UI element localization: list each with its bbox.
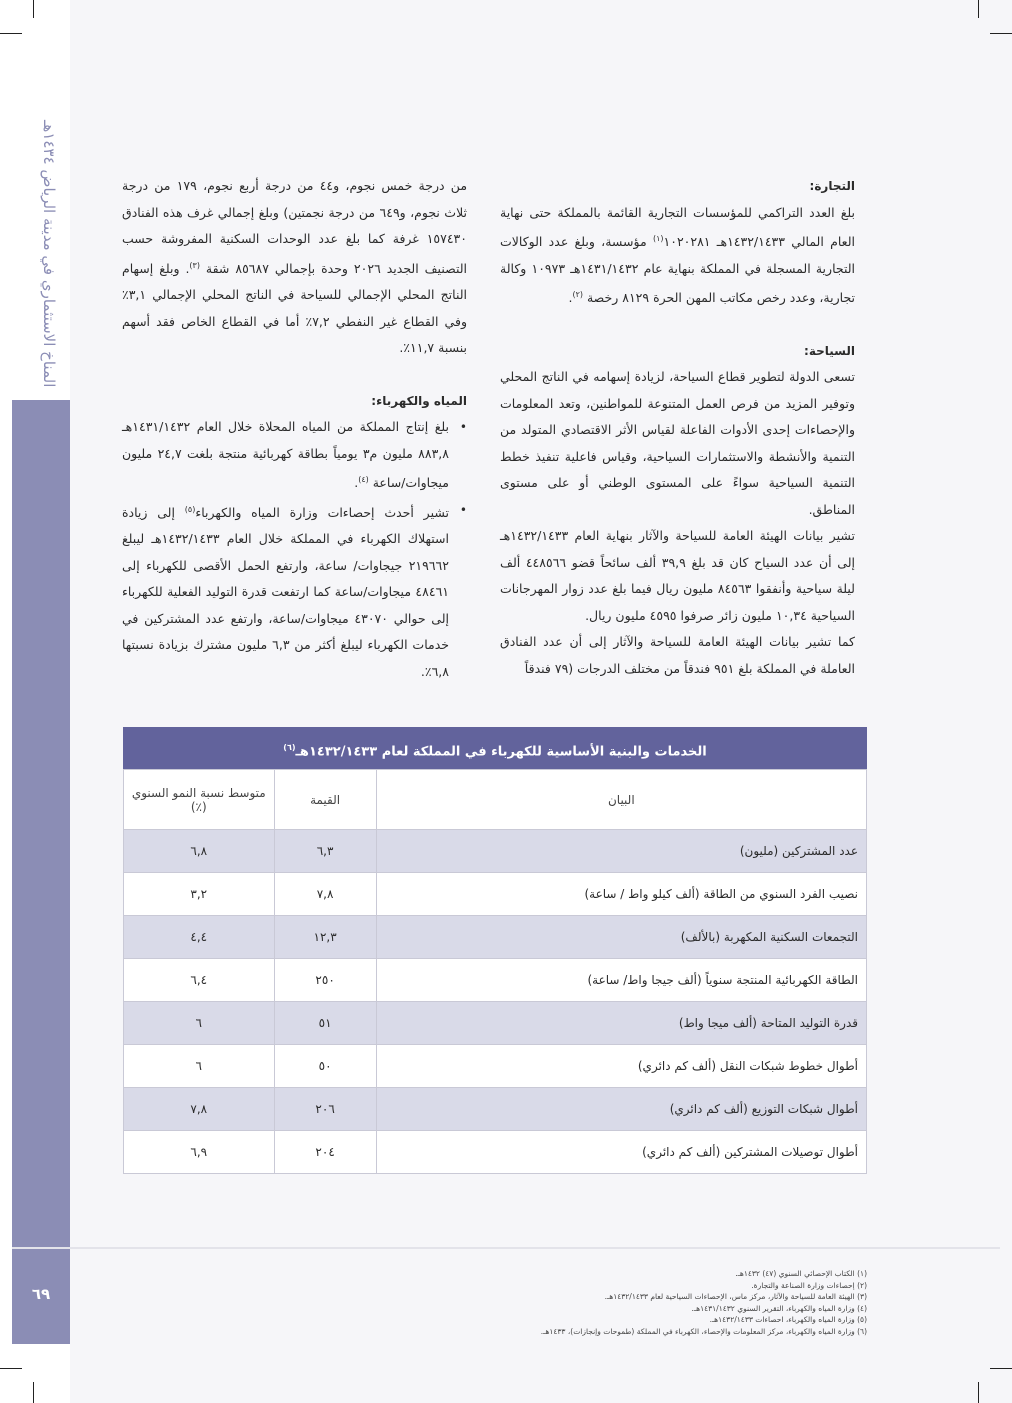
bullet-text: تشير أحدث إحصاءات وزارة المياه والكهرباء xyxy=(195,504,449,520)
column-header-growth: متوسط نسبة النمو السنوي (٪) xyxy=(124,770,275,830)
row-growth: ٦ xyxy=(124,1045,275,1088)
crop-mark xyxy=(990,1368,1012,1369)
row-value: ٢٠٤ xyxy=(274,1131,376,1174)
footnote: (٥) وزارة المياه والكهرباء، احصاءات ١٤٣٢/١٤٣٣هـ. xyxy=(709,1315,867,1324)
footnote: (١) الكتاب الإحصائي السنوي (٤٧) ١٤٣٢هـ. xyxy=(735,1269,867,1278)
tourism-text-end: . وبلغ إسهام الناتج المحلي الإجمالي للسياحة في الناتج المحلي الإجمالي ٣,١٪ وفي القطاع غير النفطي ٧,٢٪ أما في القطاع الخاص فقد أسهم بنسبة ١١,٧٪. xyxy=(122,260,467,356)
trade-heading: التجارة: xyxy=(809,179,855,193)
footnote: (٦) وزارة المياه والكهرباء، مركز المعلومات والإحصاء، الكهرباء في المملكة (طموحات وإنجازات)، ١٤٣٣هـ. xyxy=(540,1326,867,1336)
bullet-icon: • xyxy=(459,502,467,517)
table-row xyxy=(124,873,867,916)
bullet-text-end: . xyxy=(354,475,359,491)
table-row xyxy=(124,1088,867,1131)
tourism-paragraph-3-cont xyxy=(122,173,467,362)
trade-text-end: . xyxy=(568,290,573,306)
sidebar-band xyxy=(12,400,70,1247)
footnote-ref: (١) xyxy=(652,234,664,243)
trade-text-cont: مؤسسة، وبلغ عدد الوكالات التجارية المسجلة في المملكة بنهاية عام ١٤٣١/١٤٣٢هـ ١٠٩٧٣ وكالة تجارية، وعدد رخص مكاتب المهن الحرة ٨١٢٩ رخصة xyxy=(500,234,856,306)
footnotes xyxy=(480,1268,867,1337)
row-label: أطوال شبكات التوزيع (ألف كم دائري) xyxy=(376,1088,866,1131)
footnote: (٣) الهيئة العامة للسياحة والآثار، مركز ماس، الإحصاءات السياحية لعام ١٤٣٢/١٤٣٣هـ. xyxy=(604,1292,867,1301)
table-row xyxy=(124,1131,867,1174)
table-row xyxy=(124,1002,867,1045)
tourism-paragraph-1: تسعى الدولة لتطوير قطاع السياحة، لزيادة إسهامه في الناتج المحلي وتوفير المزيد من فرص العمل المتنوعة للمواطنين، وتعد المعلومات والإحصاءات إحدى الأدوات الفاعلة لقياس الأثر الاقتصادي المتولد من التنمية والأنشطة والاستثمارات السياحية، وقياس فاعلية تنفيذ خطط التنمية السياحية سواءً على المستوى الوطني أو على مستوى المناطق. xyxy=(500,369,855,517)
data-table xyxy=(123,769,867,1174)
trade-text: بلغ العدد التراكمي للمؤسسات التجارية القائمة بالمملكة حتى نهاية العام المالي ١٤٣٢/١٤٣٣هـ ١٠٢٠٢٨١ xyxy=(500,204,855,250)
row-value: ٢٥٠ xyxy=(274,959,376,1002)
row-value: ٧,٨ xyxy=(274,873,376,916)
crop-mark xyxy=(978,1382,979,1403)
table-title xyxy=(123,727,867,769)
footnote-ref: (٣) xyxy=(189,260,200,270)
footer-divider xyxy=(12,1247,1000,1249)
row-value: ١٢,٣ xyxy=(274,916,376,959)
crop-mark xyxy=(33,1382,34,1403)
electricity-table xyxy=(123,727,867,1174)
row-label: نصيب الفرد السنوي من الطاقة (ألف كيلو واط / ساعة) xyxy=(376,873,866,916)
left-column xyxy=(122,173,467,685)
table-title-text: الخدمات والبنية الأساسية للكهرباء في المملكة لعام ١٤٣٢/١٤٣٣هـ xyxy=(295,744,707,760)
tourism-heading: السياحة: xyxy=(804,343,855,358)
bullet-icon: • xyxy=(459,420,467,435)
row-growth: ٦,٩ xyxy=(124,1131,275,1174)
water-heading: المياه والكهرباء: xyxy=(371,393,467,408)
bullet-text: بلغ إنتاج المملكة من المياه المحلاة خلال العام ١٤٣١/١٤٣٢هـ ٨٨٣,٨ مليون م٣ يومياً بطاقة كهربائية منتجة بلغت ٢٤,٧ مليون ميجاوات/ساعة xyxy=(122,419,449,491)
footnote: (٢) إحصاءات وزارة الصناعة والتجارة. xyxy=(751,1280,867,1290)
footnote-ref: (٤) xyxy=(358,475,369,485)
footnote-ref: (٢) xyxy=(572,290,583,300)
row-growth: ٧,٨ xyxy=(124,1088,275,1131)
row-label: قدرة التوليد المتاحة (ألف ميجا واط) xyxy=(376,1002,866,1045)
row-label: أطوال توصيلات المشتركين (ألف كم دائري) xyxy=(376,1131,866,1174)
crop-mark xyxy=(990,33,1012,34)
row-growth: ٦ xyxy=(124,1002,275,1045)
row-growth: ٦,٨ xyxy=(124,830,275,873)
table-row xyxy=(124,959,867,1002)
row-growth: ٣,٢ xyxy=(124,873,275,916)
crop-mark xyxy=(978,0,979,18)
row-growth: ٦,٤ xyxy=(124,959,275,1002)
list-item xyxy=(122,497,467,686)
row-value: ٦,٣ xyxy=(274,830,376,873)
row-growth: ٤,٤ xyxy=(124,916,275,959)
list-item xyxy=(122,414,467,497)
column-header-label: البيان xyxy=(376,770,866,830)
footnote-ref: (٥) xyxy=(184,504,196,514)
tourism-paragraph-3: كما تشير بيانات الهيئة العامة للسياحة والآثار إلى أن عدد الفنادق العاملة في المملكة بلغ ٩٥١ فندقاً من مختلف الدرجات (٧٩ فندقاً xyxy=(500,634,855,676)
page-number: ٦٩ xyxy=(31,1285,51,1303)
crop-mark xyxy=(33,0,34,18)
crop-mark xyxy=(0,33,22,34)
trade-paragraph xyxy=(500,200,855,312)
bullet-text-cont: إلى زيادة استهلاك الكهرباء في المملكة خلال العام ١٤٣٢/١٤٣٣هـ ليبلغ ٢١٩٦٦٢ جيجاوات/ ساعة، وارتفع الحمل الأقصى للكهرباء إلى ٤٨٤٦١ ميجاوات/ساعة كما ارتفعت قدرة التوليد الفعلية للكهرباء إلى حوالي ٤٣٠٧٠ ميجاوات/ساعة، وارتفع عدد المشتركين في خدمات الكهرباء ليبلغ أكثر من ٦,٣ مليون مشترك بزيادة نسبتها ٦,٨٪. xyxy=(122,504,450,679)
water-bullet-list xyxy=(122,414,467,685)
row-value: ٥٠ xyxy=(274,1045,376,1088)
table-row xyxy=(124,1045,867,1088)
footnote: (٤) وزارة المياه والكهرباء، التقرير السنوي ١٤٣١/١٤٣٢هـ. xyxy=(691,1303,867,1313)
running-title: المناخ الاستثماري في مدينة الرياض ١٤٣٤هـ xyxy=(40,120,58,388)
tourism-text: من درجة خمس نجوم، و٤٤ من درجة أربع نجوم، ١٧٩ من درجة ثلاث نجوم، و٦٤٩ من درجة نجمتين) وبلغ إجمالي غرف هذه الفنادق ١٥٧٤٣٠ غرفة كما بلغ عدد الوحدات السكنية المفروشة حسب التصنيف الجديد ٢٠٢٦ وحدة بإجمالي ٨٥٦٨٧ شقة xyxy=(122,178,468,276)
table-row xyxy=(124,916,867,959)
tourism-paragraph-2: تشير بيانات الهيئة العامة للسياحة والآثار بنهاية العام ١٤٣٢/١٤٣٣هـ إلى أن عدد السياح كان قد بلغ ٣٩,٩ ألف سائحاً قضو ٤٤٨٥٦٦ ألف ليلة سياحية وأنفقوا ٨٤٥٦٣ مليون ريال فيما بلغ عدد زوار المهرجانات السياحية ١٠,٣٤ مليون زائر صرفوا ٤٥٩٥ مليون ريال. xyxy=(500,528,855,623)
column-header-value: القيمة xyxy=(274,770,376,830)
crop-mark xyxy=(0,1368,22,1369)
table-row xyxy=(124,830,867,873)
row-label: الطاقة الكهربائية المنتجة سنوياً (ألف جيجا واط/ ساعة) xyxy=(376,959,866,1002)
right-column xyxy=(500,173,855,682)
row-label: أطوال خطوط شبكات النقل (ألف كم دائري) xyxy=(376,1045,866,1088)
row-value: ٥١ xyxy=(274,1002,376,1045)
row-label: التجمعات السكنية المكهربة (بالألف) xyxy=(376,916,866,959)
footnote-ref: (٦) xyxy=(283,743,296,752)
row-value: ٢٠٦ xyxy=(274,1088,376,1131)
row-label: عدد المشتركين (مليون) xyxy=(376,830,866,873)
